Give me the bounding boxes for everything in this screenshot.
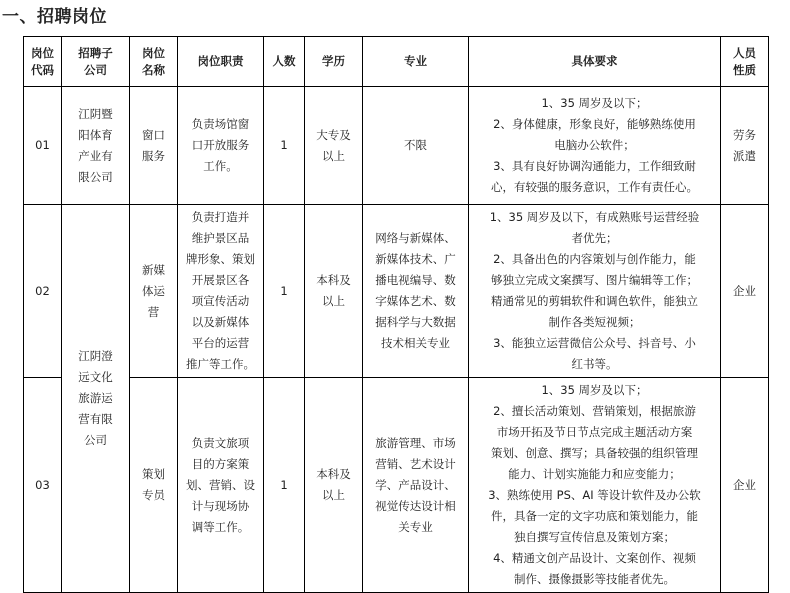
job-code: 03 — [24, 378, 62, 593]
table-row — [24, 87, 769, 205]
staff-nature: 企业 — [721, 205, 769, 378]
header-education: 学历 — [305, 37, 363, 87]
job-name: 策划 专员 — [130, 378, 178, 593]
section-title: 一、招聘岗位 — [2, 7, 107, 27]
major: 旅游管理、市场 营销、艺术设计 学、产品设计、 视觉传达设计相 关专业 — [363, 378, 469, 593]
header-duty: 岗位职责 — [178, 37, 264, 87]
recruitment-table — [23, 36, 769, 593]
header-requirements: 具体要求 — [469, 37, 721, 87]
table-row — [24, 378, 769, 593]
header-company: 招聘子 公司 — [62, 37, 130, 87]
job-name: 新媒 体运 营 — [130, 205, 178, 378]
major: 网络与新媒体、 新媒体技术、广 播电视编导、数 字媒体艺术、数 据科学与大数据 技术相关专业 — [363, 205, 469, 378]
requirements: 1、35 周岁及以下，有成熟账号运营经验 者优先； 2、具备出色的内容策划与创作能力，能 够独立完成文案撰写、图片编辑等工作； 精通常见的剪辑软件和调色软件，能独立 制作各类短视频； 3、能独立运营微信公众号、抖音号、小 红书等。 — [469, 205, 721, 378]
header-count: 人数 — [264, 37, 305, 87]
major: 不限 — [363, 87, 469, 205]
headcount: 1 — [264, 378, 305, 593]
education: 大专及 以上 — [305, 87, 363, 205]
education: 本科及 以上 — [305, 205, 363, 378]
headcount: 1 — [264, 205, 305, 378]
header-row — [24, 37, 769, 87]
job-duty: 负责打造并 维护景区品 牌形象、策划 开展景区各 项宣传活动 以及新媒体 平台的运营 推广等工作。 — [178, 205, 264, 378]
header-major: 专业 — [363, 37, 469, 87]
company-cell: 江阴暨 阳体育 产业有 限公司 — [62, 87, 130, 205]
headcount: 1 — [264, 87, 305, 205]
education: 本科及 以上 — [305, 378, 363, 593]
header-nature: 人员 性质 — [721, 37, 769, 87]
job-code: 01 — [24, 87, 62, 205]
requirements: 1、35 周岁及以下； 2、擅长活动策划、营销策划，根据旅游 市场开拓及节日节点完成主题活动方案 策划、创意、撰写；具备较强的组织管理 能力、计划实施能力和应变能力； 3、熟练使用 PS、AI 等设计软件及办公软 件，具备一定的文字功底和策划能力，能 独自撰写宣传信息及策划方案； 4、精通文创产品设计、文案创作、视频 制作、摄像摄影等技能者优先。 — [469, 378, 721, 593]
job-duty: 负责场馆窗 口开放服务 工作。 — [178, 87, 264, 205]
job-name: 窗口 服务 — [130, 87, 178, 205]
staff-nature: 劳务 派遣 — [721, 87, 769, 205]
job-duty: 负责文旅项 目的方案策 划、营销、设 计与现场协 调等工作。 — [178, 378, 264, 593]
header-code: 岗位 代码 — [24, 37, 62, 87]
company-cell: 江阴澄 远文化 旅游运 营有限 公司 — [62, 205, 130, 593]
job-code: 02 — [24, 205, 62, 378]
requirements: 1、35 周岁及以下； 2、身体健康，形象良好，能够熟练使用 电脑办公软件； 3、具有良好协调沟通能力，工作细致耐 心，有较强的服务意识，工作有责任心。 — [469, 87, 721, 205]
staff-nature: 企业 — [721, 378, 769, 593]
header-name: 岗位 名称 — [130, 37, 178, 87]
table-row — [24, 205, 769, 378]
